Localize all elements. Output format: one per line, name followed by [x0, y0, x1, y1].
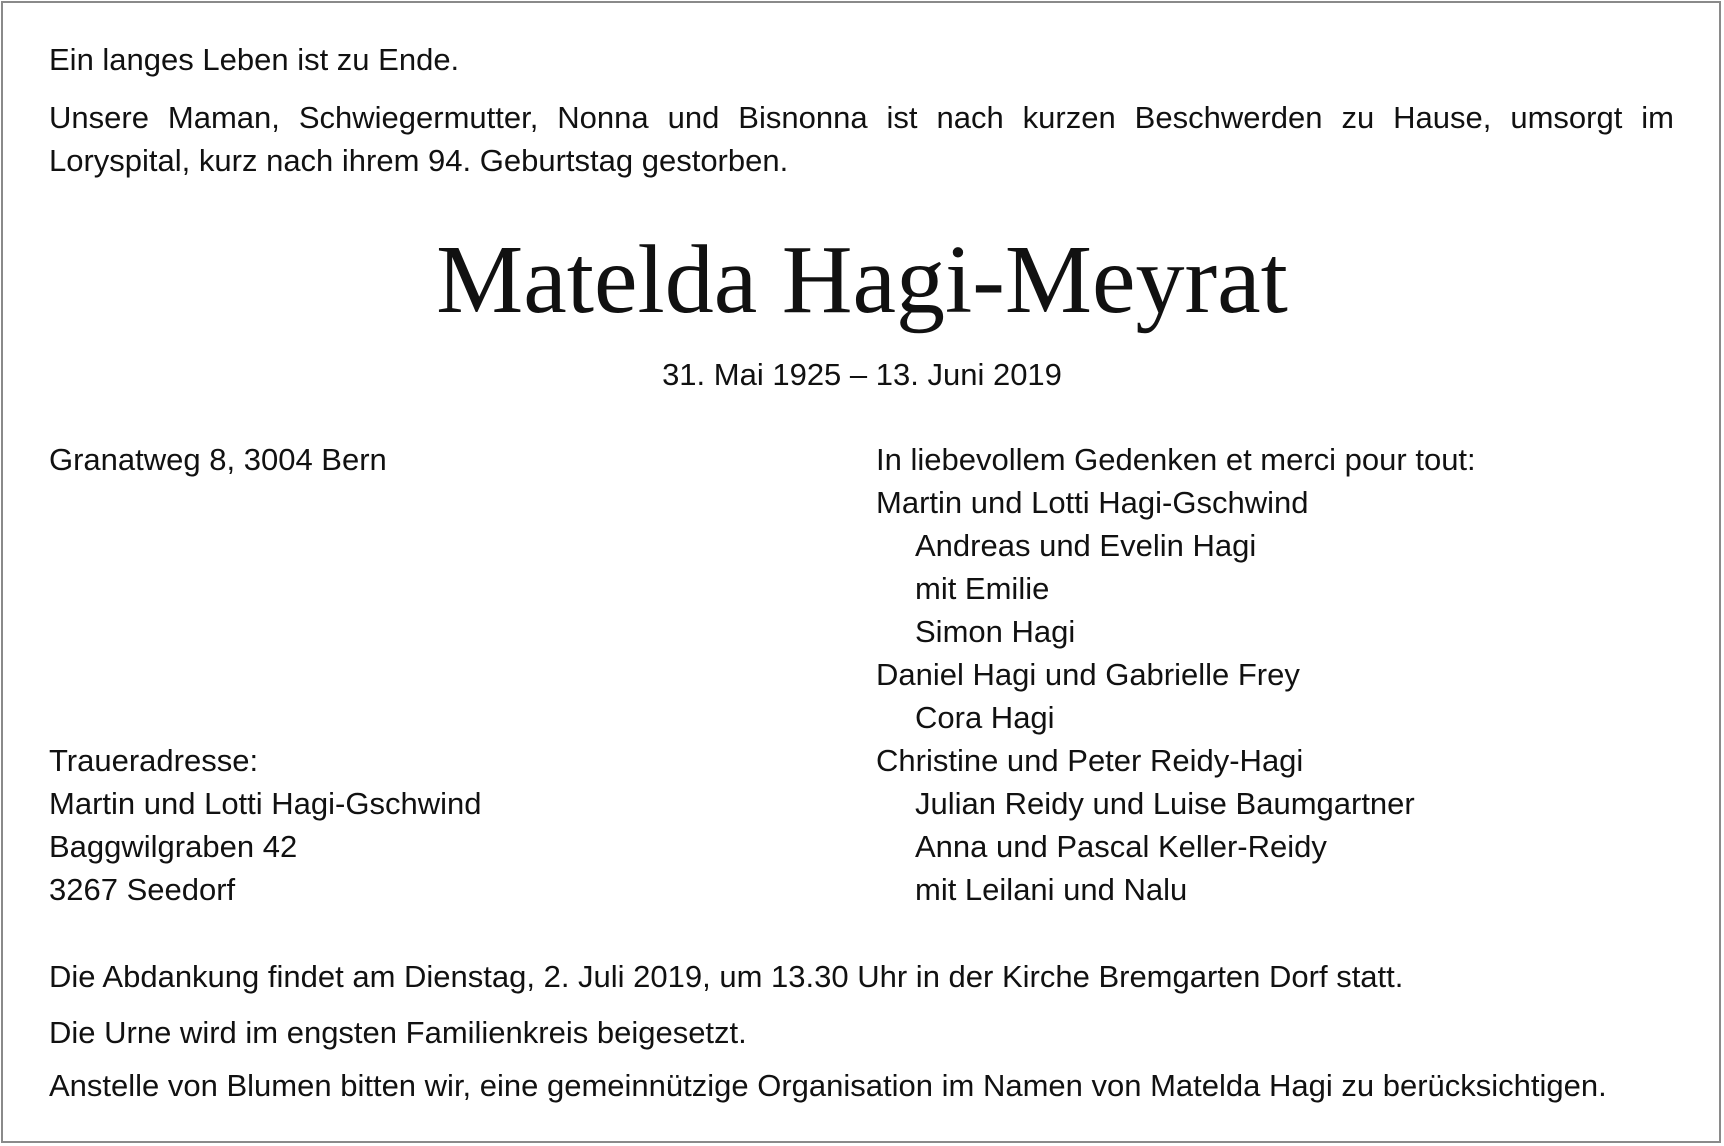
family-member: mit Leilani und Nalu — [915, 872, 1188, 907]
family-member: Cora Hagi — [915, 700, 1055, 735]
family-member: mit Emilie — [915, 571, 1050, 606]
family-member: Christine und Peter Reidy-Hagi — [876, 743, 1304, 778]
intro-line-2: Unsere Maman, Schwiegermutter, Nonna und Bisnonna ist nach kurzen Beschwerden zu Hause, umsorgt im — [49, 100, 1674, 135]
mourning-address-line: Baggwilgraben 42 — [49, 829, 298, 864]
family-heading: In liebevollem Gedenken et merci pour tout: — [876, 442, 1476, 477]
mourning-address-line: Martin und Lotti Hagi-Gschwind — [49, 786, 482, 821]
home-address: Granatweg 8, 3004 Bern — [49, 442, 387, 477]
family-member: Andreas und Evelin Hagi — [915, 528, 1257, 563]
intro-line-3: Loryspital, kurz nach ihrem 94. Geburtstag gestorben. — [49, 143, 789, 178]
family-member: Martin und Lotti Hagi-Gschwind — [876, 485, 1309, 520]
burial-info: Die Urne wird im engsten Familienkreis beigesetzt. — [49, 1015, 747, 1050]
intro-line-1: Ein langes Leben ist zu Ende. — [49, 42, 460, 77]
funeral-service-info: Die Abdankung findet am Dienstag, 2. Juli 2019, um 13.30 Uhr in der Kirche Bremgarten Dorf statt. — [49, 959, 1404, 994]
home-address-block — [49, 438, 387, 481]
life-dates: 31. Mai 1925 – 13. Juni 2019 — [662, 357, 1062, 392]
family-member: Daniel Hagi und Gabrielle Frey — [876, 657, 1300, 692]
family-member: Anna und Pascal Keller-Reidy — [915, 829, 1327, 864]
family-member: Simon Hagi — [915, 614, 1076, 649]
mourning-address-block — [49, 739, 481, 911]
mourning-address-label: Traueradresse: — [49, 743, 259, 778]
family-list — [876, 438, 1476, 911]
mourning-address-line: 3267 Seedorf — [49, 872, 236, 907]
family-member: Julian Reidy und Luise Baumgartner — [915, 786, 1415, 821]
deceased-name: Matelda Hagi-Meyrat — [436, 226, 1288, 334]
donation-request: Anstelle von Blumen bitten wir, eine gemeinnützige Organisation im Namen von Matelda Hagi zu berücksichtigen. — [49, 1068, 1607, 1103]
